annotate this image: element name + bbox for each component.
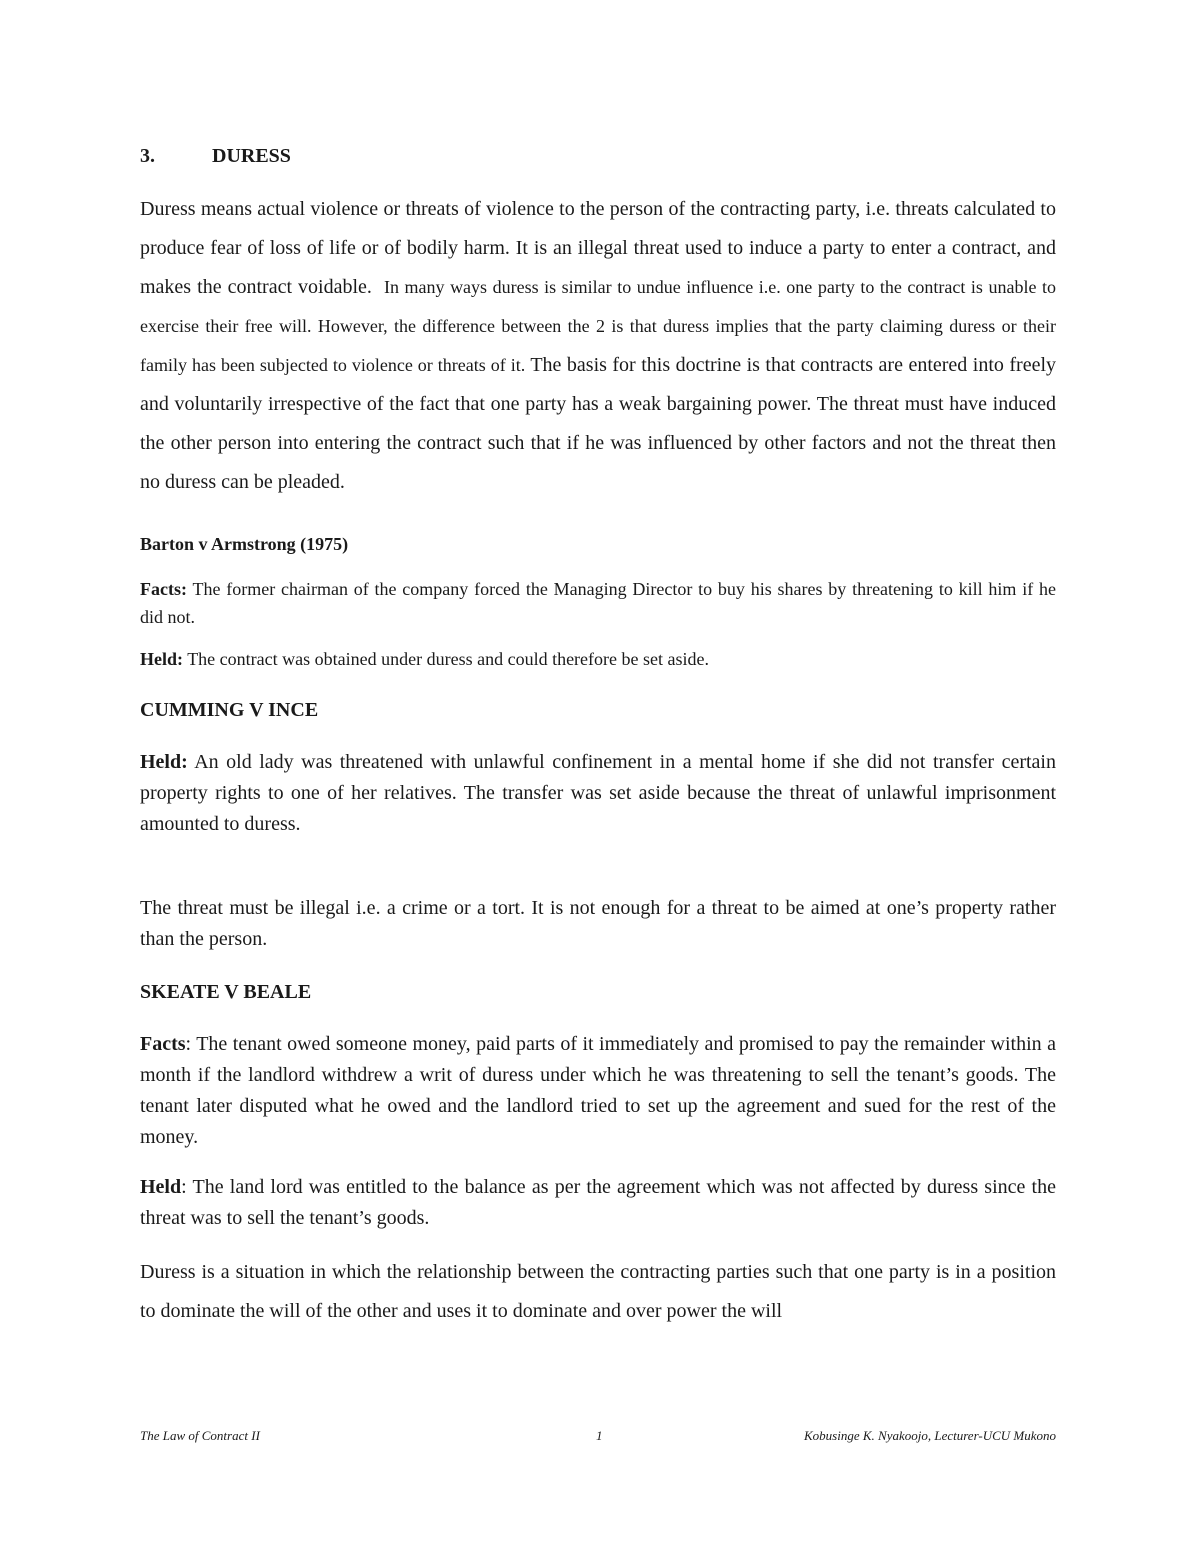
facts-label: Facts	[140, 1033, 186, 1055]
intro-paragraph	[140, 190, 1056, 502]
held-label: Held:	[140, 649, 183, 669]
facts-text: The former chairman of the company forced the Managing Director to buy his shares by threatening to kill him if he did not.	[140, 579, 1056, 627]
intro-part-3: The basis for this doctrine is that contracts are entered into freely and voluntarily irrespective of the fact that one party has a weak bargaining power. The threat must have induced the other person into entering the contract such that if he was influenced by other factors and not the threat then no duress can be pleaded.	[140, 354, 1057, 493]
held-label: Held	[140, 1176, 182, 1198]
intro-part-1: Duress means actual violence or threats of violence to the person of the contracting party, i.e. threats calculated to produce fear of loss of life or of bodily harm. It is an illegal threat used to induce a party to enter a contract, and makes the contract voidable.	[140, 198, 1056, 298]
intro-part-2: In many ways duress is similar to undue influence i.e. one party to the contract is unable to exercise their free will. However, the difference between the 2 is that duress implies that the party claiming duress or their family has been subjected to violence or threats of it.	[140, 277, 1056, 375]
section-heading	[140, 138, 1056, 174]
case-skeate-held	[140, 1172, 1056, 1234]
held-text: The contract was obtained under duress and could therefore be set aside.	[187, 649, 709, 669]
facts-text: : The tenant owed someone money, paid parts of it immediately and promised to pay the remainder within a month if the landlord withdrew a writ of duress under which he was threatening to sell the tenant’s goods. The tenant later disputed what he owed and the landlord tried to set up the agreement and sued for the rest of the money.	[140, 1033, 1056, 1148]
held-text: : The land lord was entitled to the balance as per the agreement which was not affected by duress since the threat was to sell the tenant’s goods.	[140, 1176, 1056, 1229]
case-title-cumming: CUMMING V INCE	[140, 699, 319, 721]
case-barton-facts	[140, 575, 1056, 631]
spacer	[140, 859, 1056, 893]
illegal-threat-paragraph: The threat must be illegal i.e. a crime or a tort. It is not enough for a threat to be aimed at one’s property rather than the person.	[140, 897, 1056, 950]
section-title: DURESS	[212, 145, 291, 167]
held-label: Held:	[140, 751, 188, 773]
page-content	[140, 138, 1056, 1331]
closing-paragraph: Duress is a situation in which the relationship between the contracting parties such that one party is in a position to dominate the will of the other and uses it to dominate and over power the will	[140, 1261, 1056, 1322]
footer-course-title: The Law of Contract II	[140, 1428, 260, 1443]
case-title-skeate: SKEATE V BEALE	[140, 981, 312, 1003]
facts-label: Facts:	[140, 579, 187, 599]
held-text: An old lady was threatened with unlawful confinement in a mental home if she did not transfer certain property rights to one of her relatives. The transfer was set aside because the threat of unlawful imprisonment amounted to duress.	[140, 751, 1056, 835]
page-footer	[140, 1426, 1056, 1446]
section-number: 3.	[140, 145, 155, 167]
case-title-barton: Barton v Armstrong (1975)	[140, 534, 349, 554]
case-cumming-held	[140, 747, 1056, 840]
footer-page-number: 1	[596, 1428, 603, 1443]
case-skeate-facts	[140, 1029, 1056, 1153]
case-barton-held	[140, 645, 1056, 673]
footer-author: Kobusinge K. Nyakoojo, Lecturer-UCU Mukono	[803, 1428, 1056, 1443]
